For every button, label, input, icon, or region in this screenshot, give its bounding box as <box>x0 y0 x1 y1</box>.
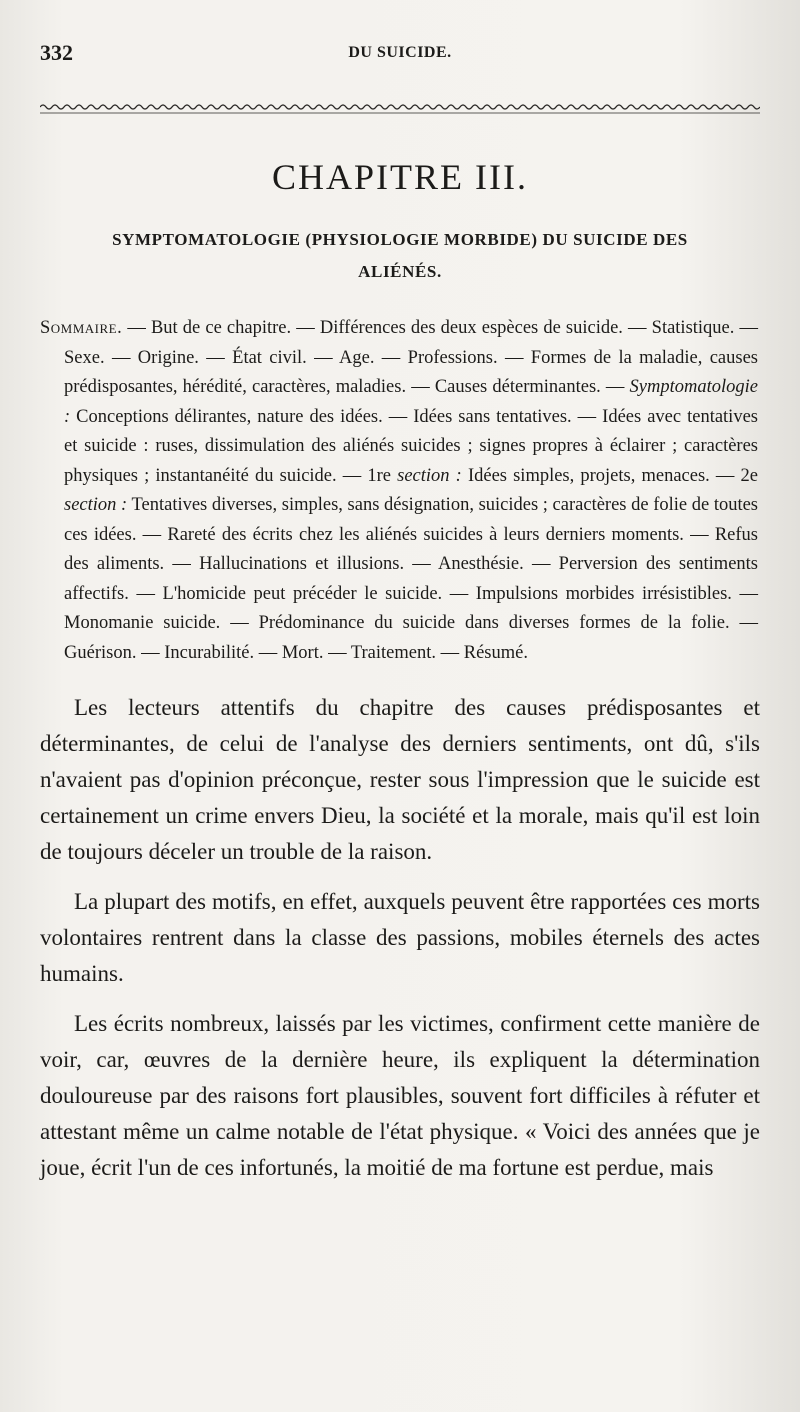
running-title: DU SUICIDE. <box>348 44 452 61</box>
paragraph: Les lecteurs attentifs du chapitre des causes prédisposantes et déterminantes, de celui de l'analyse des derniers sentiments, ont dû, s'ils n'avaient pas d'opinion préconçue, rester sous l'impression que le suicide est certainement un crime envers Dieu, la société et la morale, mais qu'il est loin de toujours déceler un trouble de la raison. <box>40 695 760 864</box>
summary-italic-section-2: section : <box>64 495 128 515</box>
page-number: 332 <box>40 40 73 65</box>
body-text <box>40 690 760 1186</box>
summary-text-3: Idées simples, projets, menaces. — 2e <box>461 465 758 486</box>
summary-italic-symptomatologie: Symptomatologie : <box>64 377 758 427</box>
summary-text-4: Tentatives diverses, simples, sans désignation, suicides ; caractères de folie de toutes ces idées. — Rareté des écrits chez les aliénés suicides à leurs derniers moments. — Refus des aliments. — Hallucinations et illusions. — Anesthésie. — Perversion des sentiments affectifs. — L'homicide peut précéder le suicide. — Impulsions morbides irrésistibles. — Monomanie suicide. — Prédominance du suicide dans diverses formes de la folie. — Guérison. — Incurabilité. — Mort. — Traitement. — Résumé. <box>64 495 759 663</box>
decorative-wavy-rule <box>40 102 760 116</box>
summary-text-1: — But de ce chapitre. — Différences des deux espèces de suicide. — Statistique. — Sexe. — Origine. — État civil. — Age. — Professions. — Formes de la maladie, causes prédisposantes, hérédité, caractères, maladies. — Causes déterminantes. — <box>64 318 758 397</box>
chapter-title: CHAPITRE III. <box>272 157 528 197</box>
paragraph: La plupart des motifs, en effet, auxquels peuvent être rapportées ces morts volontaires rentrent dans la classe des passions, mobiles éternels des actes humains. <box>40 889 760 986</box>
page-header <box>40 38 760 72</box>
paragraph: Les écrits nombreux, laissés par les victimes, confirment cette manière de voir, car, œuvres de la dernière heure, ils expliquent la détermination douloureuse par des raisons fort plausibles, souvent fort difficiles à réfuter et attestant même un calme notable de l'état physique. « Voici des années que je joue, écrit l'un de ces infortunés, la moitié de ma fortune est perdue, mais <box>40 1011 760 1180</box>
summary-text-2: Conceptions délirantes, nature des idées. — Idées sans tentatives. — Idées avec tentatives et suicide : ruses, dissimulation des aliénés suicides ; signes propres à éclairer ; caractères physiques ; instantanéité du suicide. — 1re <box>64 406 758 486</box>
chapter-summary <box>40 314 759 668</box>
summary-label: Sommaire. <box>40 318 123 338</box>
summary-italic-section-1: section : <box>397 465 462 486</box>
chapter-subtitle: SYMPTOMATOLOGIE (PHYSIOLOGIE MORBIDE) DU SUICIDE DES ALIÉNÉS. <box>112 230 688 281</box>
